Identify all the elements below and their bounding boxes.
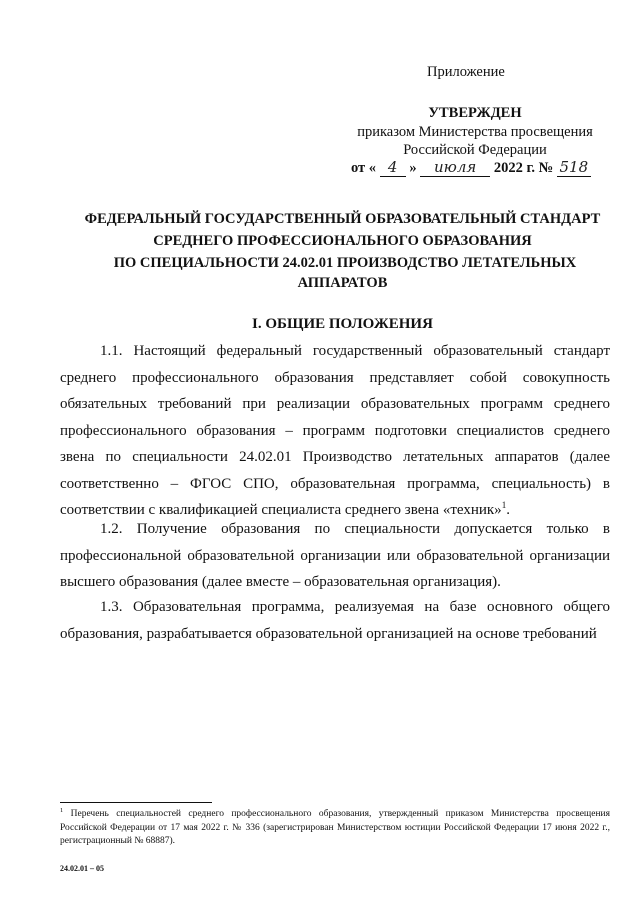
paragraph-1-3-text: 1.3. Образовательная программа, реализуемая на базе основного общего образования, разрабатывается образовательной организацией на основе требований — [60, 599, 610, 642]
handwritten-order-number: 518 — [557, 158, 591, 177]
doc-title-line-4: АППАРАТОВ — [297, 275, 388, 291]
order-line-2: Российской Федерации — [403, 142, 547, 158]
handwritten-month: июля — [420, 158, 490, 177]
footnote-ref: 1 — [501, 500, 507, 510]
footnote-divider — [60, 802, 212, 803]
approved-heading: УТВЕРЖДЕН — [428, 105, 522, 121]
order-line-1: приказом Министерства просвещения — [357, 124, 593, 140]
section-heading: I. ОБЩИЕ ПОЛОЖЕНИЯ — [252, 316, 433, 332]
date-mid: » — [409, 160, 417, 176]
handwritten-day: 4 — [380, 158, 406, 177]
doc-title-line-2: СРЕДНЕГО ПРОФЕССИОНАЛЬНОГО ОБРАЗОВАНИЯ — [153, 233, 532, 249]
order-date-line — [351, 158, 591, 177]
paragraph-1-2-text: 1.2. Получение образования по специальности допускается только в профессиональной образовательной организации или образовательной организации высшего образования (далее вместе – образовательная организация). — [60, 521, 610, 590]
paragraph-1-1-text: 1.1. Настоящий федеральный государственный образовательный стандарт среднего профессионального образования представляет собой совокупность обязательных требований при реализации образовательных программ среднего профессионального образования – программ подготовки специалистов среднего звена по специальности 24.02.01 Производство летательных аппаратов (далее соответственно – ФГОС СПО, образовательная программа, специальность) в соответствии с квалификацией специалиста среднего звена «техник» — [60, 343, 610, 518]
paragraph-1-2 — [60, 516, 610, 596]
page-code: 24.02.01 – 05 — [60, 864, 104, 873]
paragraph-1-3 — [60, 594, 610, 647]
paragraph-1-1: 1.1. Настоящий федеральный государственный образовательный стандарт среднего профессионального образования представляет собой совокупность обязательных требований при реализации образовательных программ среднего профессионального образования – программ подготовки специалистов среднего звена по специальности 24.02.01 Производство летательных аппаратов (далее соответственно – ФГОС СПО, образовательная программа, специальность) в соответствии с квалификацией специалиста среднего звена «техник»$^1$. — [60, 343, 610, 518]
footnote-text: Перечень специальностей среднего профессионального образования, утвержденный приказом Министерства просвещения Российской Федерации от 17 мая 2022 г. № 336 (зарегистрирован Министерством юстиции Российской Федерации 17 июня 2022 г., регистрационный № 68887). — [60, 809, 610, 846]
date-year: 2022 г. № — [493, 160, 554, 176]
date-prefix: от « — [351, 160, 377, 176]
appendix-label: Приложение — [427, 64, 505, 80]
footnote — [60, 808, 610, 849]
doc-title-line-1: ФЕДЕРАЛЬНЫЙ ГОСУДАРСТВЕННЫЙ ОБРАЗОВАТЕЛЬНЫЙ СТАНДАРТ — [84, 211, 601, 227]
doc-title-line-3: ПО СПЕЦИАЛЬНОСТИ 24.02.01 ПРОИЗВОДСТВО ЛЕТАТЕЛЬНЫХ — [113, 255, 577, 271]
footnote-marker: 1 — [60, 806, 64, 814]
